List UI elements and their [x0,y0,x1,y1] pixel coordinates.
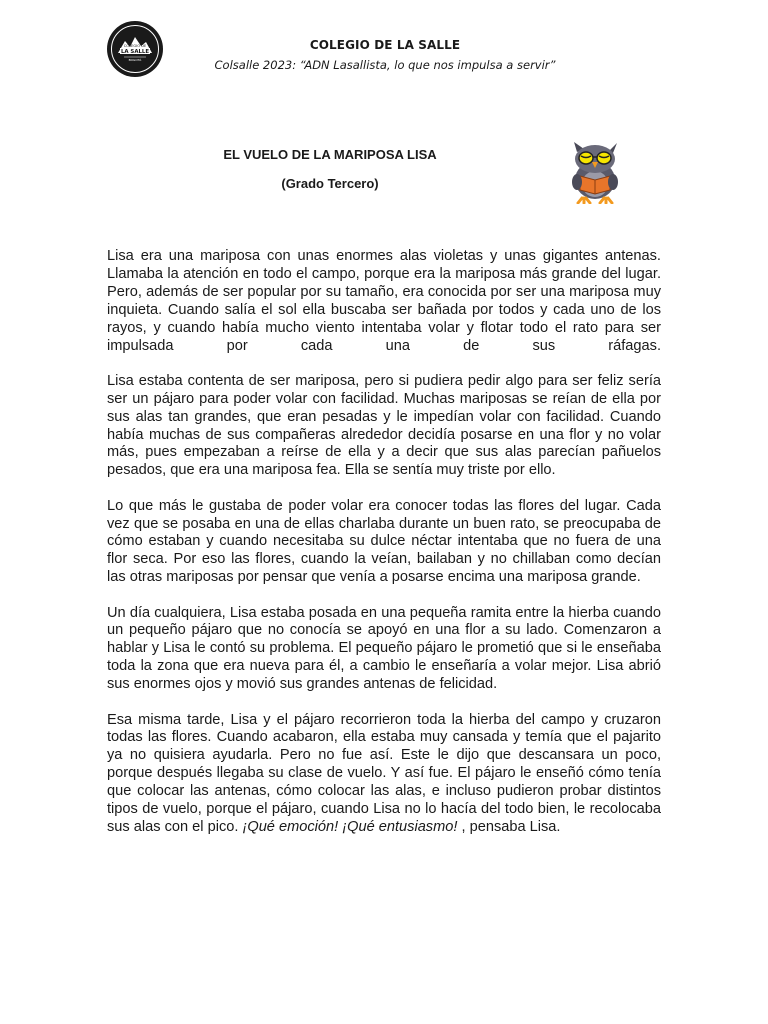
story-paragraph-4: Un día cualquiera, Lisa estaba posada en una pequeña ramita entre la hierba cuando un pequeño pájaro que no conocía se apoyó en una flor a su lado. Comenzaron a hablar y Lisa le contó su problema. El pequeño pájaro le prometió que si le enseñaba toda la zona que era nueva para él, a cambio le enseñaría a volar mejor. Lisa abrió sus enormes ojos y movió sus grandes antenas de felicidad. [107,604,661,693]
story-paragraph-5-end: , pensaba Lisa. [457,818,561,835]
school-motto: Colsalle 2023: “ADN Lasallista, lo que nos impulsa a servir” [214,58,556,72]
school-logo [106,20,164,78]
page-header [0,0,768,90]
story-paragraph-5-exclamation: ¡Qué emoción! ¡Qué entusiasmo! [242,818,458,835]
document-title: EL VUELO DE LA MARIPOSA LISA [223,147,437,162]
owl-reading-book-icon [562,140,628,204]
school-name: COLEGIO DE LA SALLE [309,38,461,52]
story-paragraph-5 [107,712,661,837]
story-paragraph-3: Lo que más le gustaba de poder volar era conocer todas las flores del lugar. Cada vez que se posaba en una de ellas charlaba durante un buen rato, se preocupaba de cómo estaban y cuando necesitaba su dulce néctar intentaba que no fuera de una flor seca. Por eso las flores, cuando la veían, bailaban y no chillaban como decían las otras mariposas por pensar que venía a posarse encima una mariposa grande. [107,497,661,586]
document-subtitle: (Grado Tercero) [281,176,379,191]
story-paragraph-1: Lisa era una mariposa con unas enormes alas violetas y unas gigantes antenas. Llamaba la atención en todo el campo, porque era la mariposa más grande del lugar. Pero, además de ser popular por su tamaño, era conocida por ser una mariposa muy inquieta. Cuando salía el sol ella buscaba ser bañada por todos y cada uno de los rayos, y cuando había mucho viento intentaba volar y flotar todo el rato para ser impulsada por cada una de sus ráfagas. [107,248,661,354]
logo-text-main: LA SALLE [120,49,150,55]
story-paragraph-2: Lisa estaba contenta de ser mariposa, pero si pudiera pedir algo para ser feliz sería ser un pájaro para poder volar con facilidad. Muchas mariposas se reían de ella por sus alas tan grandes, que eran pesadas y le impedían volar con facilidad. Cuando había muchas de sus compañeras alrededor decidía posarse en una flor y no volar más, pues empezaban a reírse de ella y a decir que sus alas parecían pañuelos pesados, que era una mariposa fea. Ella se sentía muy triste por ello. [107,372,661,479]
logo-text-top: COLEGIO DE [123,44,147,48]
story-body [107,248,661,854]
logo-text-bottom: BOGOTÁ [128,58,142,62]
story-paragraph-5-start: Esa misma tarde, Lisa y el pájaro recorrieron toda la hierba del campo y cruzaron todas las flores. Cuando acabaron, ella estaba muy cansada y temía que el pajarito ya no quisiera ayudarla. Pero no fue así. Este le dijo que descansara un poco, porque después llegaba su clase de vuelo. Y así fue. El pájaro le enseñó cómo tenía que colocar las antenas, cómo colocar las alas, e incluso pudieron probar distintos tipos de vuelo, porque el pájaro, cuando Lisa no lo hacía del todo bien, le recolocaba sus alas con el pico. [107,711,661,835]
